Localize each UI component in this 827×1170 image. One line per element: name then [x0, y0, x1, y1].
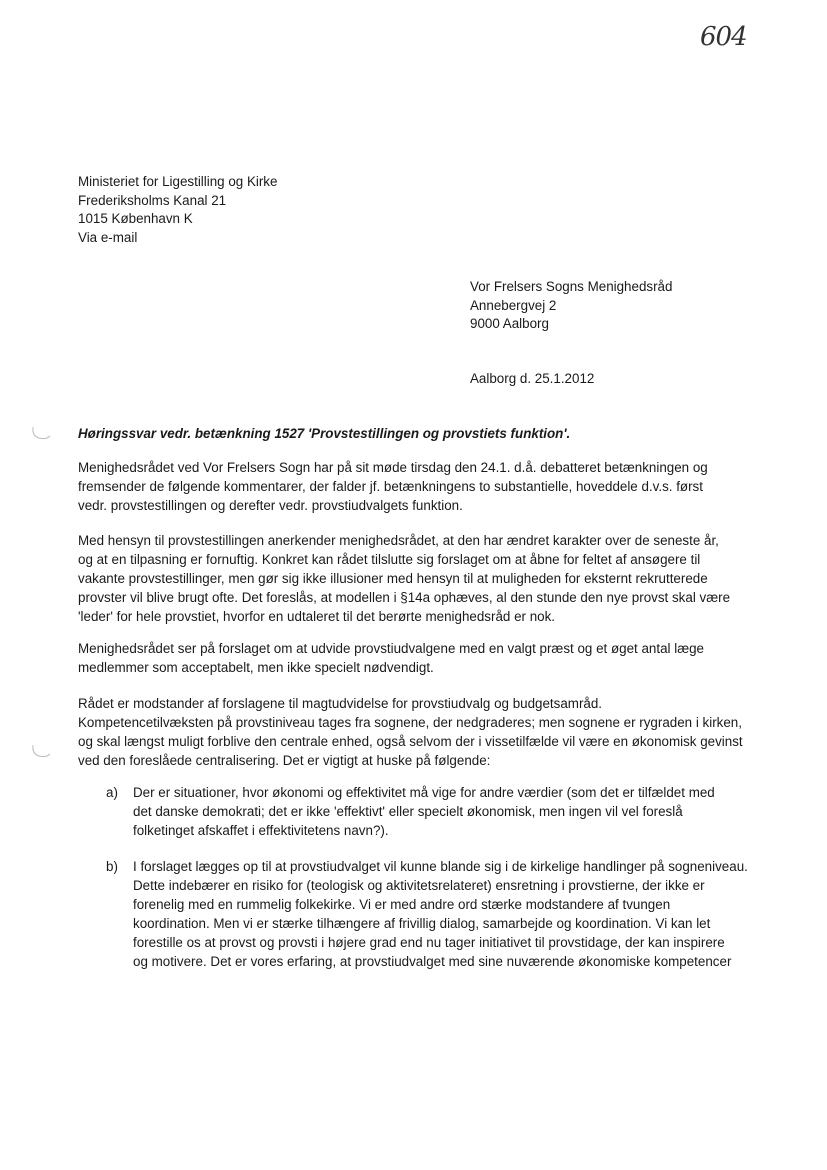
text-line: Rådet er modstander af forslagene til magtudvidelse for provstiudvalg og budgetsamråd. — [78, 696, 603, 711]
text-line: og motivere. Det er vores erfaring, at provstiudvalget med sine nuværende økonomiske kompetencer — [133, 954, 732, 969]
text-line: vakante provstestillinger, men gør sig ikke illusioner med hensyn til at muligheden for eksternt rekrutterede — [78, 571, 708, 586]
punch-hole-icon — [30, 424, 52, 442]
sender-address — [470, 278, 672, 334]
list-marker: a) — [106, 785, 118, 800]
text-line: 'leder' for hele provstiet, hvorfor en udtaleret til det berørte menighedsråd er nok. — [78, 609, 556, 624]
text-line: det danske demokrati; det er ikke 'effektivt' eller specielt økonomisk, men ingen vil vel foreslå — [133, 804, 683, 819]
text-line: forenelig med en rummelig folkekirke. Vi er med andre ord stærke modstandere af tvungen — [133, 897, 671, 912]
text-line: Menighedsrådet ved Vor Frelsers Sogn har på sit møde tirsdag den 24.1. d.å. debatteret betænkningen og — [78, 460, 708, 475]
text-line: og at en tilpasning er fornuftig. Konkret kan rådet tilslutte sig forslaget om at åbne for feltet af ansøgere til — [78, 552, 701, 567]
letter-date: Aalborg d. 25.1.2012 — [470, 371, 595, 386]
recipient-address — [78, 173, 277, 247]
punch-hole-icon — [30, 742, 52, 760]
text-line: fremsender de følgende kommentarer, der falder jf. betænkningens to substantielle, hoveddele d.v.s. først — [78, 479, 703, 494]
text-line: koordination. Men vi er stærke tilhængere af frivillig dialog, samarbejde og koordination. Vi kan let — [133, 916, 711, 931]
text-line: og skal længst muligt forblive den centrale enhed, også selvom der i vissetilfælde vil være en økonomisk gevinst — [78, 734, 743, 749]
address-line: Via e-mail — [78, 229, 138, 245]
text-line: Med hensyn til provstestillingen anerkender menighedsrådet, at den har ændret karakter over de seneste år, — [78, 533, 719, 548]
body-paragraph — [78, 458, 794, 515]
list-item-text — [133, 783, 798, 840]
address-line: 1015 København K — [78, 211, 193, 226]
text-line: Dette indebærer en risiko for (teologisk og aktivitetsrelateret) ensretning i provstierne, der ikke er — [133, 878, 705, 893]
address-line: Ministeriet for Ligestilling og Kirke — [78, 174, 278, 189]
text-line: ved den foreslåede centralisering. Det er vigtigt at huske på følgende: — [78, 753, 491, 768]
text-line: provster vil blive brugt ofte. Det foreslås, at modellen i §14a ophæves, al den stunde den nye provst skal være — [78, 590, 731, 605]
text-line: Der er situationer, hvor økonomi og effektivitet må vige for andre værdier (som det er tilfældet med — [133, 785, 715, 800]
address-line: Frederiksholms Kanal 21 — [78, 192, 227, 208]
text-line: I forslaget lægges op til at provstiudvalget vil kunne blande sig i de kirkelige handlinger på sogneniveau. — [133, 859, 748, 874]
text-line: Menighedsrådet ser på forslaget om at udvide provstiudvalgene med en valgt præst og et øget antal læge — [78, 641, 705, 656]
list-item-text — [133, 857, 798, 971]
body-paragraph — [78, 639, 794, 677]
text-line: medlemmer som acceptabelt, men ikke specielt nødvendigt. — [78, 660, 434, 675]
text-line: folketinget afskaffet i effektivitetens navn?). — [133, 823, 389, 838]
address-line: Annebergvej 2 — [470, 297, 557, 313]
list-marker: b) — [106, 859, 118, 874]
text-line: forestille os at provst og provsti i højere grad end nu tager initiativet til provstidage, der kan inspirere — [133, 935, 725, 950]
text-line: vedr. provstestillingen og derefter vedr. provstiudvalgets funktion. — [78, 498, 463, 513]
handwritten-page-number: 604 — [700, 22, 747, 52]
text-line: Kompetencetilvæksten på provstiniveau tages fra sognene, der nedgraderes; men sognene er rygraden i kirken, — [78, 715, 742, 730]
body-paragraph — [78, 531, 794, 626]
address-line: 9000 Aalborg — [470, 316, 549, 331]
body-paragraph — [78, 694, 794, 770]
letter-subject: Høringssvar vedr. betænkning 1527 'Provstestillingen og provstiets funktion'. — [78, 426, 571, 441]
address-line: Vor Frelsers Sogns Menighedsråd — [470, 279, 673, 294]
